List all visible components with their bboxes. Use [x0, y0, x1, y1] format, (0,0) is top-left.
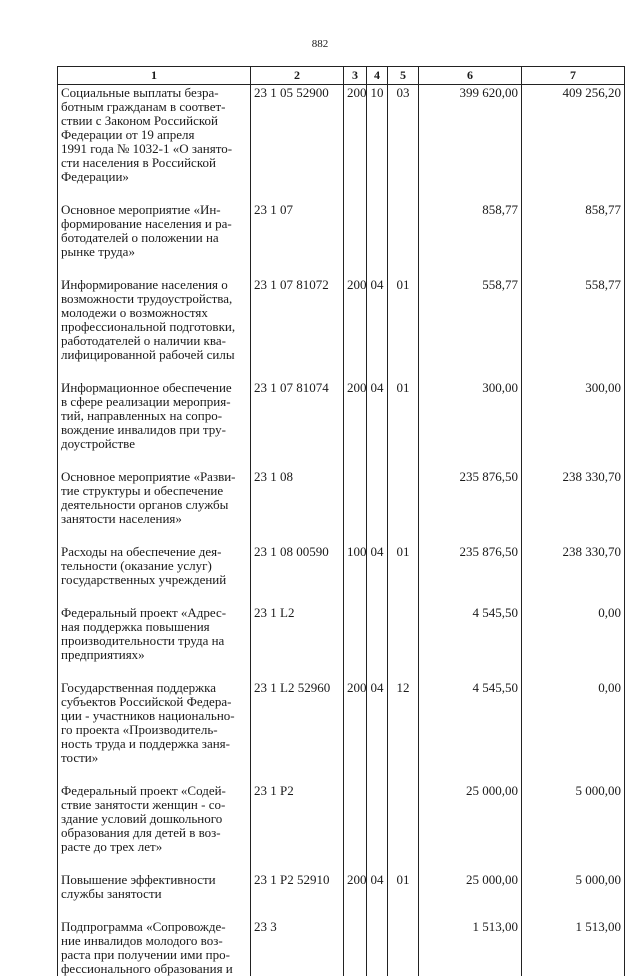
table-row [58, 605, 625, 680]
row-name-line: ции - участников национально- [61, 709, 247, 723]
row-value-7: 1 513,00 [522, 919, 625, 976]
row-name-line: лифицированной рабочей силы [61, 348, 247, 362]
row-name-line: Государственная поддержка [61, 681, 247, 695]
header-col-7: 7 [522, 67, 625, 85]
row-code: 23 1 08 00590 [251, 544, 344, 605]
row-name-line: Повышение эффективности [61, 873, 247, 887]
row-name-line: ботодателей о положении на [61, 231, 247, 245]
row-col-5 [388, 469, 419, 544]
row-value-7: 0,00 [522, 605, 625, 680]
row-name-line: государственных учреждений [61, 573, 247, 587]
row-col-3 [344, 605, 367, 680]
row-name-line: деятельности органов службы [61, 498, 247, 512]
row-col-4 [367, 202, 388, 277]
header-col-2: 2 [251, 67, 344, 85]
row-code: 23 1 05 52900 [251, 85, 344, 203]
row-col-5: 01 [388, 380, 419, 469]
row-col-4: 04 [367, 544, 388, 605]
row-value-7: 0,00 [522, 680, 625, 783]
row-col-3 [344, 469, 367, 544]
row-name [58, 919, 251, 976]
row-name-line: Информирование населения о [61, 278, 247, 292]
row-name [58, 605, 251, 680]
row-value-6: 300,00 [419, 380, 522, 469]
row-name-line: Федерации» [61, 170, 247, 184]
row-name-line: Федерации от 19 апреля [61, 128, 247, 142]
row-name-line: производительности труда на [61, 634, 247, 648]
row-name-line: ствии с Законом Российской [61, 114, 247, 128]
row-value-7: 300,00 [522, 380, 625, 469]
row-name-line: занятости населения» [61, 512, 247, 526]
row-value-6: 858,77 [419, 202, 522, 277]
row-value-7: 238 330,70 [522, 469, 625, 544]
row-col-4: 04 [367, 277, 388, 380]
row-value-6: 399 620,00 [419, 85, 522, 203]
row-value-6: 235 876,50 [419, 469, 522, 544]
row-col-4 [367, 783, 388, 872]
row-name-line: ние инвалидов молодого воз- [61, 934, 247, 948]
header-col-6: 6 [419, 67, 522, 85]
table-row [58, 380, 625, 469]
row-name-line: раста при получении ими про- [61, 948, 247, 962]
table-row [58, 872, 625, 919]
budget-table [57, 66, 625, 976]
row-col-5: 03 [388, 85, 419, 203]
row-col-3: 100 [344, 544, 367, 605]
row-name-line: расте до трех лет» [61, 840, 247, 854]
row-col-4: 04 [367, 680, 388, 783]
row-name-line: ботным гражданам в соответ- [61, 100, 247, 114]
table-row [58, 783, 625, 872]
row-value-7: 558,77 [522, 277, 625, 380]
row-col-5: 01 [388, 277, 419, 380]
table-row [58, 469, 625, 544]
row-name-line: вождение инвалидов при тру- [61, 423, 247, 437]
row-name [58, 85, 251, 203]
row-code: 23 1 P2 [251, 783, 344, 872]
row-code: 23 1 08 [251, 469, 344, 544]
row-value-7: 858,77 [522, 202, 625, 277]
row-name-line: тий, направленных на сопро- [61, 409, 247, 423]
row-name [58, 380, 251, 469]
row-name-line: профессиональной подготовки, [61, 320, 247, 334]
row-name [58, 202, 251, 277]
row-value-6: 25 000,00 [419, 783, 522, 872]
table-body [58, 85, 625, 976]
row-value-6: 1 513,00 [419, 919, 522, 976]
row-value-6: 558,77 [419, 277, 522, 380]
row-name-line: предприятиях» [61, 648, 247, 662]
row-col-3: 200 [344, 872, 367, 919]
row-name-line: молодежи о возможностях [61, 306, 247, 320]
row-name [58, 469, 251, 544]
header-col-5: 5 [388, 67, 419, 85]
row-col-3: 200 [344, 85, 367, 203]
row-name-line: тости» [61, 751, 247, 765]
row-col-3 [344, 919, 367, 976]
row-name-line: го проекта «Производитель- [61, 723, 247, 737]
row-name-line: тие структуры и обеспечение [61, 484, 247, 498]
row-col-5: 12 [388, 680, 419, 783]
row-name-line: Федеральный проект «Адрес- [61, 606, 247, 620]
row-name-line: образования для детей в воз- [61, 826, 247, 840]
row-name-line: Федеральный проект «Содей- [61, 784, 247, 798]
row-name-line: Основное мероприятие «Разви- [61, 470, 247, 484]
table-row [58, 680, 625, 783]
row-name-line: ная поддержка повышения [61, 620, 247, 634]
row-name-line: тельности (оказание услуг) [61, 559, 247, 573]
row-col-4 [367, 469, 388, 544]
row-value-7: 238 330,70 [522, 544, 625, 605]
table-row [58, 919, 625, 976]
row-name [58, 277, 251, 380]
row-code: 23 1 L2 52960 [251, 680, 344, 783]
row-value-7: 5 000,00 [522, 872, 625, 919]
row-name-line: формирование населения и ра- [61, 217, 247, 231]
header-col-1: 1 [58, 67, 251, 85]
row-name-line: фессионального образования и [61, 962, 247, 976]
row-name-line: Подпрограмма «Сопровожде- [61, 920, 247, 934]
row-col-3: 200 [344, 380, 367, 469]
row-code: 23 1 P2 52910 [251, 872, 344, 919]
row-name-line: субъектов Российской Федера- [61, 695, 247, 709]
row-col-4: 04 [367, 872, 388, 919]
row-name [58, 783, 251, 872]
table-row [58, 202, 625, 277]
row-name-line: сти населения в Российской [61, 156, 247, 170]
row-col-4 [367, 605, 388, 680]
row-code: 23 1 07 81072 [251, 277, 344, 380]
row-name-line: здание условий дошкольного [61, 812, 247, 826]
row-name [58, 872, 251, 919]
row-value-6: 235 876,50 [419, 544, 522, 605]
row-col-3 [344, 783, 367, 872]
row-col-3: 200 [344, 680, 367, 783]
row-name-line: Расходы на обеспечение дея- [61, 545, 247, 559]
row-name-line: службы занятости [61, 887, 247, 901]
row-col-3 [344, 202, 367, 277]
row-col-4 [367, 919, 388, 976]
row-name-line: в сфере реализации мероприя- [61, 395, 247, 409]
row-value-7: 409 256,20 [522, 85, 625, 203]
row-name-line: Основное мероприятие «Ин- [61, 203, 247, 217]
row-col-5 [388, 605, 419, 680]
row-value-7: 5 000,00 [522, 783, 625, 872]
row-col-5 [388, 783, 419, 872]
row-col-5: 01 [388, 544, 419, 605]
row-col-5 [388, 919, 419, 976]
row-col-5 [388, 202, 419, 277]
row-code: 23 1 07 [251, 202, 344, 277]
row-name [58, 544, 251, 605]
header-col-3: 3 [344, 67, 367, 85]
row-name-line: Информационное обеспечение [61, 381, 247, 395]
table-row [58, 277, 625, 380]
row-code: 23 1 L2 [251, 605, 344, 680]
row-col-3: 200 [344, 277, 367, 380]
row-code: 23 3 [251, 919, 344, 976]
row-col-5: 01 [388, 872, 419, 919]
table-row [58, 85, 625, 203]
row-name-line: рынке труда» [61, 245, 247, 259]
header-col-4: 4 [367, 67, 388, 85]
row-name-line: 1991 года № 1032-1 «О занято- [61, 142, 247, 156]
row-name-line: работодателей о наличии ква- [61, 334, 247, 348]
row-value-6: 4 545,50 [419, 605, 522, 680]
row-value-6: 25 000,00 [419, 872, 522, 919]
row-name-line: доустройстве [61, 437, 247, 451]
page-number: 882 [0, 38, 640, 50]
header-row [58, 67, 625, 85]
row-name-line: Социальные выплаты безра- [61, 86, 247, 100]
row-name-line: возможности трудоустройства, [61, 292, 247, 306]
row-col-4: 10 [367, 85, 388, 203]
row-value-6: 4 545,50 [419, 680, 522, 783]
row-name [58, 680, 251, 783]
row-col-4: 04 [367, 380, 388, 469]
row-name-line: ствие занятости женщин - со- [61, 798, 247, 812]
row-code: 23 1 07 81074 [251, 380, 344, 469]
row-name-line: ность труда и поддержка заня- [61, 737, 247, 751]
table-row [58, 544, 625, 605]
